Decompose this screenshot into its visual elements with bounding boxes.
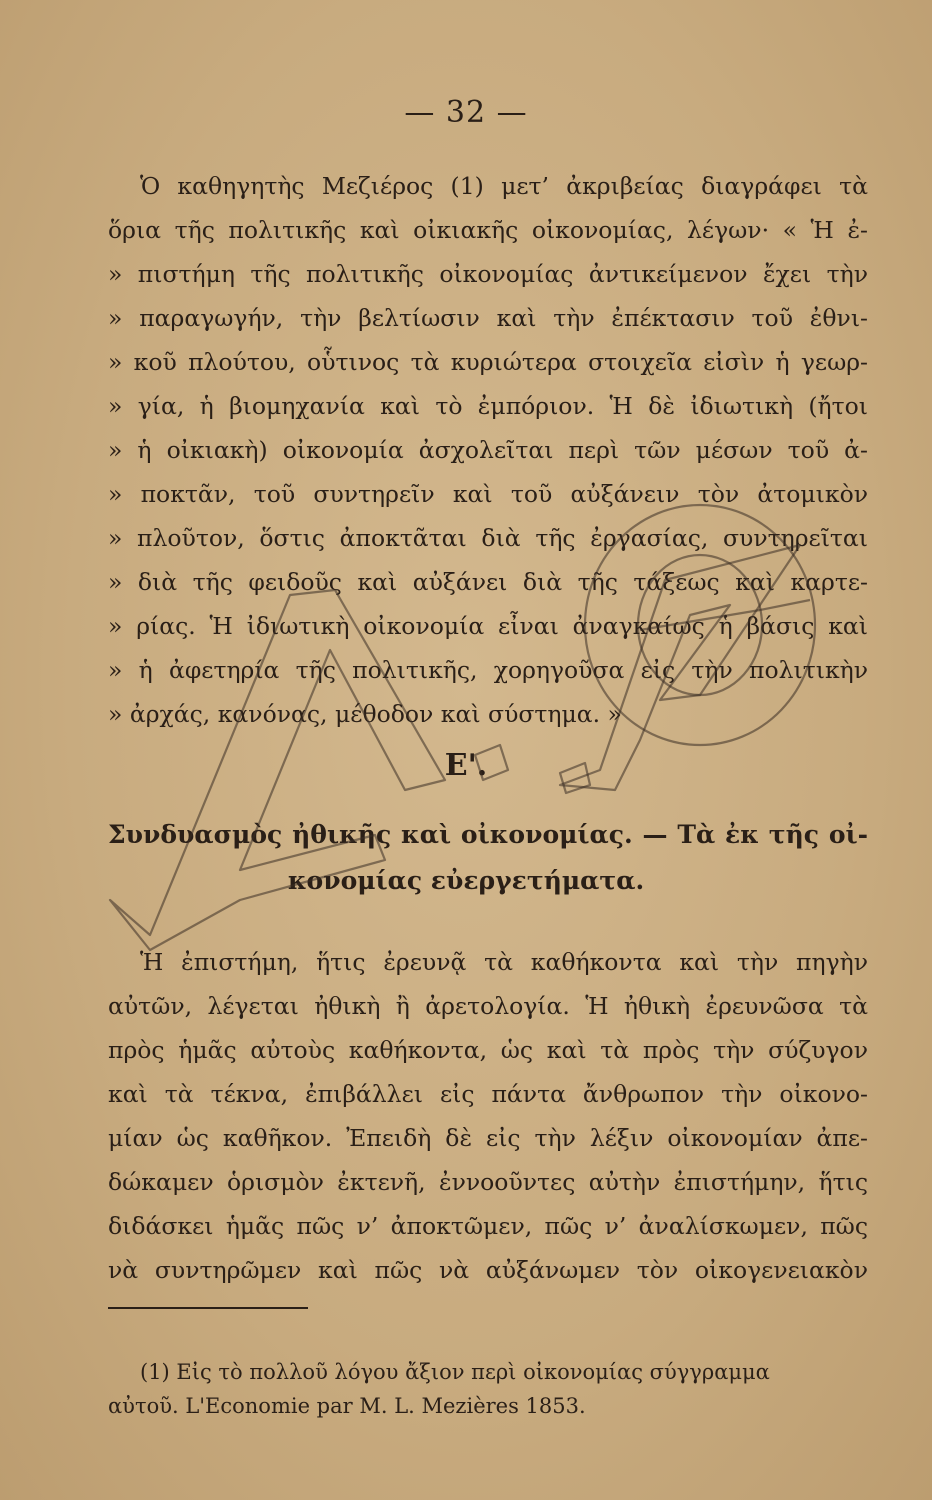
text-line: δώκαμεν ὁρισμὸν ἐκτενῆ, ἐννοοῦντες αὐτὴν ἐπιστήμην, ἥτις <box>108 1168 868 1196</box>
text-line: » ἡ οἰκιακὴ) οἰκονομία ἀσχολεῖται περὶ τῶν μέσων τοῦ ἀ- <box>108 436 868 464</box>
text-line: » κοῦ πλούτου, οὗτινος τὰ κυριώτερα στοιχεῖα εἰσὶν ἡ γεωρ- <box>108 348 868 376</box>
text-line: διδάσκει ἡμᾶς πῶς ν’ ἀποκτῶμεν, πῶς ν’ ἀναλίσκωμεν, πῶς <box>108 1212 868 1240</box>
text-line: » ἡ ἀφετηρία τῆς πολιτικῆς, χορηγοῦσα εἰς τὴν πολιτικὴν <box>108 656 868 684</box>
text-line: » ἀρχάς, κανόνας, μέθοδον καὶ σύστημα. » <box>108 700 622 728</box>
text-line: πρὸς ἡμᾶς αὐτοὺς καθήκοντα, ὡς καὶ τὰ πρὸς τὴν σύζυγον <box>108 1036 868 1064</box>
text-line: Ὁ καθηγητὴς Μεζιέρος (1) μετ’ ἀκριβείας διαγράφει τὰ <box>140 172 868 200</box>
footnote-line: αὐτοῦ. L'Economie par M. L. Mezières 1853. <box>108 1394 586 1418</box>
text-line: » διὰ τῆς φειδοῦς καὶ αὐξάνει διὰ τῆς τάξεως καὶ καρτε- <box>108 568 868 596</box>
text-line: καὶ τὰ τέκνα, ἐπιβάλλει εἰς πάντα ἄνθρωπον τὴν οἰκονο- <box>108 1080 868 1108</box>
text-line: Ἡ ἐπιστήμη, ἥτις ἐρευνᾷ τὰ καθήκοντα καὶ τὴν πηγὴν <box>140 948 868 976</box>
text-line: ὅρια τῆς πολιτικῆς καὶ οἰκιακῆς οἰκονομίας, λέγων· « Ἡ ἐ- <box>108 216 868 244</box>
text-line: » παραγωγήν, τὴν βελτίωσιν καὶ τὴν ἐπέκτασιν τοῦ ἐθνι- <box>108 304 868 332</box>
section-heading-line-2: κονομίας εὐεργετήματα. <box>287 866 645 895</box>
text-line: » ποκτᾶν, τοῦ συντηρεῖν καὶ τοῦ αὐξάνειν τὸν ἀτομικὸν <box>108 480 868 508</box>
footnote-divider <box>108 1307 308 1309</box>
text-line: » ρίας. Ἡ ἰδιωτικὴ οἰκονομία εἶναι ἀναγκαίως ἡ βάσις καὶ <box>108 612 868 640</box>
footnote-line: (1) Εἰς τὸ πολλοῦ λόγου ἄξιον περὶ οἰκονομίας σύγγραμμα <box>140 1360 770 1384</box>
text-line: μίαν ὡς καθῆκον. Ἐπειδὴ δὲ εἰς τὴν λέξιν οἰκονομίαν ἀπε- <box>108 1124 868 1152</box>
text-line: » γία, ἡ βιομηχανία καὶ τὸ ἐμπόριον. Ἡ δὲ ἰδιωτικὴ (ἤτοι <box>108 392 868 420</box>
text-line: » πιστήμη τῆς πολιτικῆς οἰκονομίας ἀντικείμενον ἔχει τὴν <box>108 260 868 288</box>
text-line: » πλοῦτον, ὅστις ἀποκτᾶται διὰ τῆς ἐργασίας, συντηρεῖται <box>108 524 868 552</box>
text-line: νὰ συντηρῶμεν καὶ πῶς νὰ αὐξάνωμεν τὸν οἰκογενειακὸν <box>108 1256 868 1284</box>
section-heading-line-1: Συνδυασμὸς ἠθικῆς καὶ οἰκονομίας. — Τὰ ἐκ τῆς οἰ- <box>108 820 868 849</box>
page-number: — 32 — <box>404 95 528 130</box>
section-number: Ε'. <box>444 748 488 783</box>
text-line: αὐτῶν, λέγεται ἠθικὴ ἢ ἀρετολογία. Ἡ ἠθικὴ ἐρευνῶσα τὰ <box>108 992 868 1020</box>
